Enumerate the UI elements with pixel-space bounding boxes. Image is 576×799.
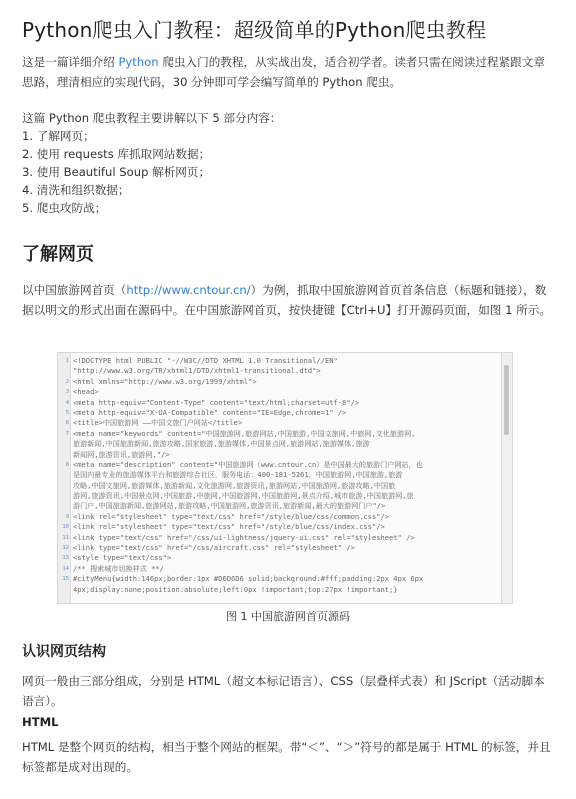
- line-number: 8: [65, 461, 69, 468]
- line-number: 11: [62, 534, 69, 541]
- code-text: <link type="text/css" href="/css/ui-lightness/jquery-ui.css" rel="stylesheet" />: [73, 532, 415, 542]
- code-text: <meta name="description" content="中国旅游网（www.cntour.cn）是中国最大的旅游门户网站，也: [73, 459, 423, 469]
- code-line: [58, 398, 500, 408]
- code-text: #cityMenu{width:146px;border:1px #D6D6D6 solid;background:#fff;padding:2px 4px 6px: [73, 574, 424, 584]
- line-number: 6: [65, 420, 69, 427]
- code-line: [58, 408, 500, 418]
- code-text: <html xmlns="http://www.w3.org/1999/xhtml">: [73, 376, 257, 386]
- code-line: [58, 439, 500, 449]
- intro-paragraph: [22, 52, 554, 92]
- section1-text-after: ）为例，抓取中国旅游网首页首条信息（标题和链接），数据以明文的形式出面在源码中。在中国旅游网首页，按快捷键【Ctrl+U】打开源码页面，如图 1 所示。: [22, 283, 551, 317]
- code-line: [58, 585, 500, 595]
- code-line: [58, 356, 500, 366]
- section-heading-structure: 认识网页结构: [22, 644, 106, 660]
- code-line: [58, 450, 500, 460]
- line-number: 14: [62, 565, 69, 572]
- article-title: Python爬虫入门教程：超级简单的Python爬虫教程: [22, 18, 487, 42]
- code-line: [58, 366, 500, 376]
- line-number: 4: [65, 399, 69, 406]
- scrollbar-thumb[interactable]: [504, 365, 509, 435]
- code-line: [58, 501, 500, 511]
- intro-text-before: 这是一篇详细介绍: [22, 55, 119, 69]
- line-number: 3: [65, 389, 69, 396]
- figure-caption: 图 1 中国旅游网首页源码: [226, 610, 350, 623]
- code-line: [58, 481, 500, 491]
- line-number: 13: [62, 555, 69, 562]
- outline-list: [22, 127, 210, 217]
- code-line: [58, 533, 500, 543]
- section1-paragraph: [22, 280, 554, 320]
- code-line: [58, 460, 500, 470]
- line-number: 1: [65, 358, 69, 364]
- code-text: 是国内最专业的旅游媒体平台和旅游综合社区，服务电话：400-181-5261，中国旅游网,中国旅游,旅游: [73, 470, 403, 480]
- code-text: <meta name="keywords" content="中国旅游网,旅游网站,中国旅游,中国文旅网,中旅网,文化旅游网,: [73, 428, 416, 438]
- outline-item: 2. 使用 requests 库抓取网站数据；: [22, 147, 211, 161]
- code-line: [58, 564, 500, 574]
- line-number: 15: [62, 576, 69, 583]
- code-line: [58, 553, 500, 563]
- source-code-figure: [57, 352, 513, 604]
- code-text: <link rel="stylesheet" type="text/css" href="/style/blue/css/index.css"/>: [73, 522, 385, 532]
- code-line: [58, 387, 500, 397]
- code-text: <meta http-equiv="Content-Type" content="text/html;charset=utf-8"/>: [73, 397, 360, 407]
- line-number: 5: [65, 409, 69, 416]
- code-line: [58, 512, 500, 522]
- code-line: [58, 377, 500, 387]
- section-heading-webpage: 了解网页: [22, 244, 94, 265]
- code-text: "http://www.w3.org/TR/xhtml1/DTD/xhtml1-transitional.dtd">: [73, 366, 321, 376]
- structure-paragraph: 网页一般由三部分组成，分别是 HTML（超文本标记语言）、CSS（层叠样式表）和 JScript（活动脚本语言）。: [22, 674, 545, 708]
- code-line: [58, 470, 500, 480]
- code-text: <!DOCTYPE html PUBLIC "-//W3C//DTD XHTML 1.0 Transitional//EN": [73, 356, 338, 365]
- code-text: 旅游新闻,中国旅游新闻,旅游攻略,国家旅游,旅游媒体,中国景点网,旅游网站,旅游媒体,旅游: [73, 439, 370, 449]
- code-text: 新闻网,旅游资讯,旅游网,"/>: [73, 449, 170, 459]
- outline-item: 4. 清洗和组织数据；: [22, 183, 130, 197]
- code-line: [58, 574, 500, 584]
- source-code-block: [58, 356, 500, 595]
- code-text: 攻略,中国文旅网,旅游媒体,旅游新闻,文化旅游网,旅游资讯,旅游网站,中国旅游网,旅游攻略,中国旅: [73, 480, 396, 490]
- line-number: 9: [65, 513, 69, 520]
- overview-paragraph: 这篇 Python 爬虫教程主要讲解以下 5 部分内容：: [22, 111, 282, 125]
- code-text: 4px;display:none;position:absolute;left:0px !important;top:27px !important;}: [73, 584, 398, 594]
- outline-item: 3. 使用 Beautiful Soup 解析网页；: [22, 165, 211, 179]
- code-line: [58, 429, 500, 439]
- subheading-html: HTML: [22, 715, 59, 729]
- code-line: [58, 418, 500, 428]
- line-number: 12: [62, 545, 69, 552]
- cntour-link[interactable]: http://www.cntour.cn/: [126, 283, 251, 297]
- code-text: 游网,旅游资讯,中国景点网,中国旅游,中旅网,中国旅游网,中国旅游网,景点介绍,城市旅游,中国旅游网,旅: [73, 491, 414, 501]
- code-text: <style type="text/css">: [73, 553, 172, 563]
- code-line: [58, 491, 500, 501]
- python-link[interactable]: Python: [118, 55, 159, 69]
- intro-text-after: 爬虫入门的教程，从实战出发，适合初学者。读者只需在阅读过程紧跟文章思路，理清相应的实现代码，30 分钟即可学会编写简单的 Python 爬虫。: [22, 55, 545, 89]
- code-text: /** 搜索城市切换样式 **/: [73, 563, 164, 573]
- code-line: [58, 543, 500, 553]
- code-text: <meta http-equiv="X-UA-Compatible" content="IE=Edge,chrome=1" />: [73, 407, 347, 417]
- html-paragraph: HTML 是整个网页的结构，相当于整个网站的框架。带“＜”、“＞”符号的都是属于 HTML 的标签，并且标签都是成对出现的。: [22, 740, 551, 774]
- line-number: 10: [62, 524, 69, 531]
- code-text: <link type="text/css" href="/css/aircraft.css" rel="stylesheet" />: [73, 543, 355, 553]
- code-line: [58, 522, 500, 532]
- outline-item: 1. 了解网页；: [22, 129, 95, 143]
- code-text: 游门户,中国旅游新闻,旅游网站,旅游攻略,中国旅游网,旅游资讯,旅游新闻,最大的旅游网门户"/>: [73, 501, 386, 511]
- outline-item: 5. 爬虫攻防战；: [22, 201, 107, 215]
- code-text: <link rel="stylesheet" type="text/css" href="/style/blue/css/common.css"/>: [73, 511, 390, 521]
- code-scrollbar[interactable]: [501, 353, 512, 603]
- line-number: 7: [65, 430, 69, 437]
- line-number: 2: [65, 378, 69, 385]
- section1-text-before: 以中国旅游网首页（: [22, 283, 127, 297]
- code-text: <title>中国旅游网 ——中国文旅门户网站</title>: [73, 418, 243, 428]
- code-text: <head>: [73, 387, 99, 397]
